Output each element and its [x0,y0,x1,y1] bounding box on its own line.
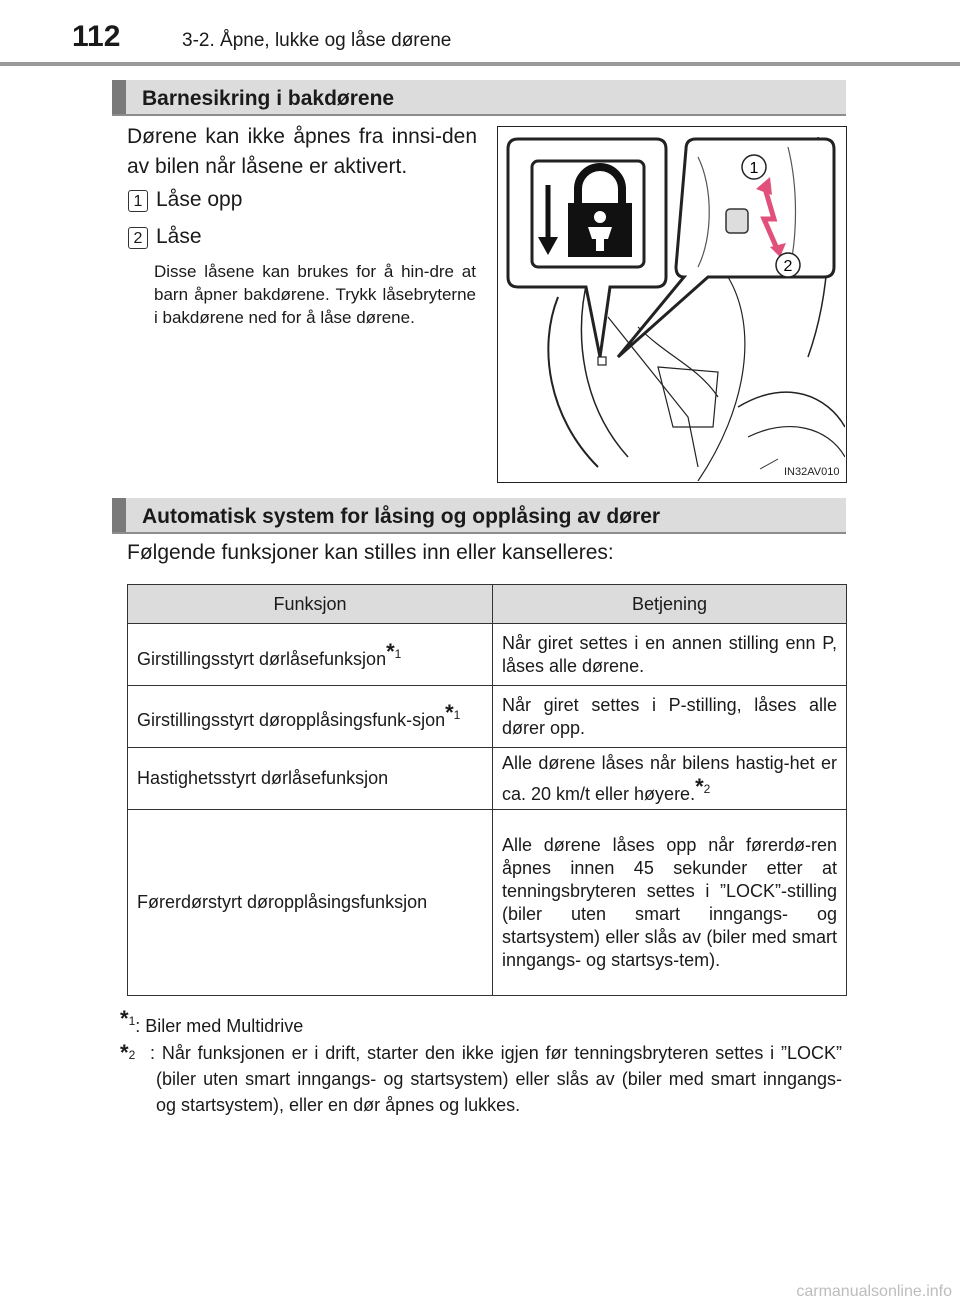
operation-cell [493,748,847,810]
function-cell [128,686,493,748]
function-cell [128,624,493,686]
footnote-ref: 2 [703,781,711,796]
operation-cell: Når giret settes i P-stilling, låses alle dører opp. [493,686,847,748]
callout-2: 2 [783,258,793,275]
page-number: 112 [72,20,121,53]
function-text: Girstillingsstyrt dørlåsefunksjon [137,649,387,669]
column-header-function: Funksjon [128,585,493,624]
table-intro: Følgende funksjoner kan stilles inn eller kanselleres: [127,541,614,564]
footnote-star: * [445,700,454,725]
table-row [128,686,847,748]
function-text: Girstillingsstyrt døropplåsingsfunk-sjon [137,710,446,730]
footnote-star: * [120,1040,129,1065]
door-illustration-drawing [498,127,845,481]
watermark: carmanualsonline.info [796,1283,952,1300]
table-header-row [128,585,847,624]
illustration-code: IN32AV010 [784,466,840,478]
footnote-number: 2 [128,1048,136,1062]
section-heading-child-lock [112,80,846,116]
section-intro: Dørene kan ikke åpnes fra innsi-den av bilen når låsene er aktivert. [127,125,477,178]
footnote-star: * [386,639,395,664]
table-row [128,624,847,686]
footnote-1 [120,1006,303,1039]
operation-cell: Når giret settes i en annen stilling enn P, låses alle dørene. [493,624,847,686]
heading-bar [112,80,126,114]
footnote-text: : Biler med Multidrive [135,1016,304,1036]
function-table [127,584,847,996]
table-row [128,748,847,810]
footnote-star: * [120,1006,129,1031]
door-lock-illustration [497,126,847,483]
item-number-badge: 2 [128,227,148,249]
function-cell: Førerdørstyrt døropplåsingsfunksjon [128,810,493,996]
footnote-ref: 1 [394,647,402,661]
note-text: Disse låsene kan brukes for å hin-dre at barn åpner bakdørene. Trykk låsebryterne i bakdørene ned for å låse dørene. [154,262,476,327]
header-rule [0,62,960,66]
footnote-star: * [695,773,704,799]
operation-cell: Alle dørene låses opp når førerdø-ren åpnes innen 45 sekunder etter at tenningsbryteren settes i ”LOCK”-stilling (biler uten smart inngangs- og startsystem) eller slås av (biler med smart inngangs- og startsys-tem). [493,810,847,996]
footnote-text: : Når funksjonen er i drift, starter den ikke igjen før tenningsbryteren settes i ”LOCK” (biler uten smart inngangs- og startsystem) eller slås av (biler med smart inngangs- og startsystem), eller en dør åpnes og lukkes. [150,1043,842,1115]
footnote-number: 1 [128,1014,136,1028]
section-title: Barnesikring i bakdørene [142,87,395,110]
function-cell: Hastighetsstyrt dørlåsefunksjon [128,748,493,810]
section-title: Automatisk system for låsing og opplåsing av dører [142,505,661,528]
column-header-operation: Betjening [493,585,847,624]
callout-1: 1 [749,160,759,177]
footnote-ref: 1 [453,708,461,722]
section-heading-auto-lock [112,498,846,534]
item-label-lock: Låse [156,225,202,248]
chapter-title: 3-2. Åpne, lukke og låse dørene [182,30,452,51]
table-row [128,810,847,996]
item-label-unlock: Låse opp [156,188,243,211]
operation-text: Alle dørene låses når bilens hastig-het er ca. 20 km/t eller høyere. [502,752,837,804]
footnote-2 [120,1040,842,1118]
heading-bar [112,498,126,532]
item-number-badge: 1 [128,190,148,212]
